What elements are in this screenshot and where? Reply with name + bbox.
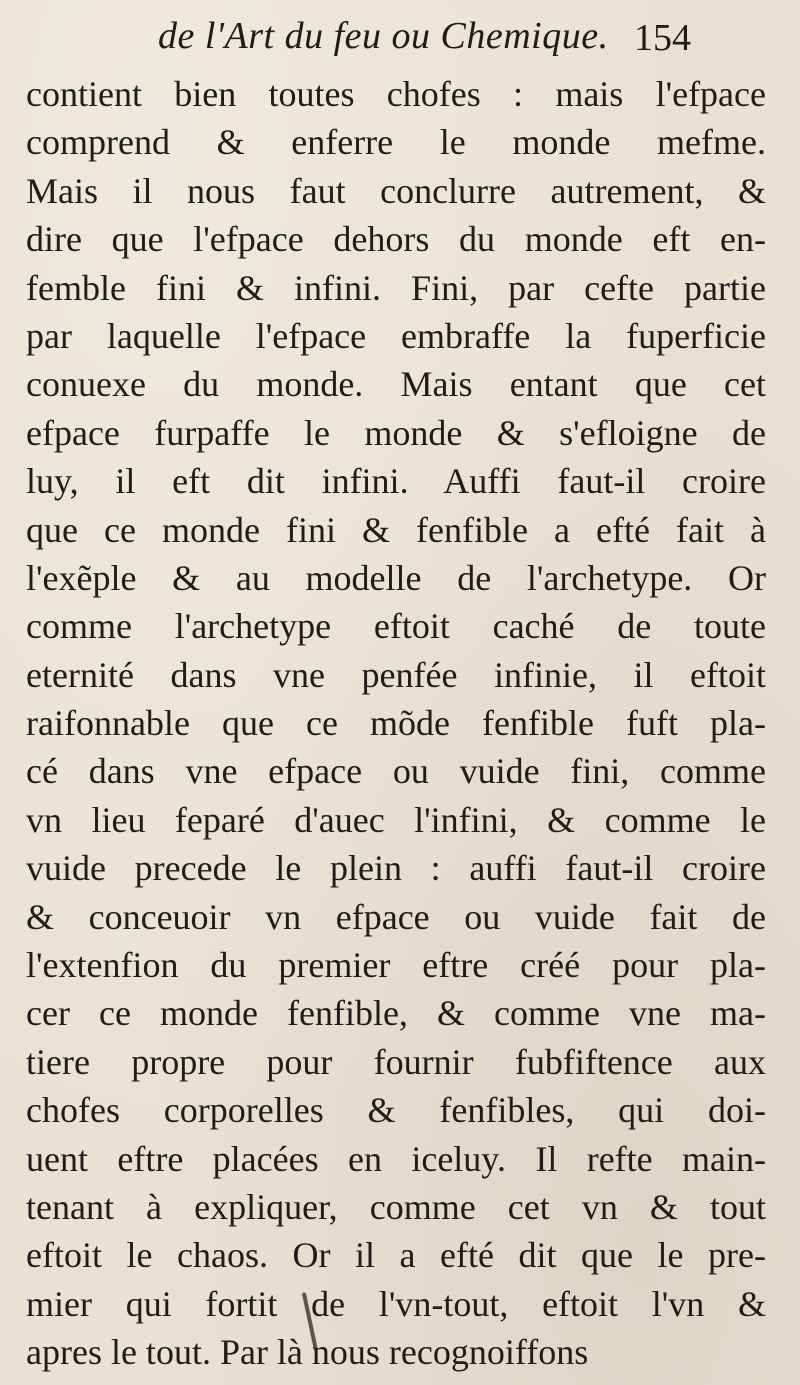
text-line: comprend & enferre le monde mefme. <box>26 122 766 163</box>
text-line: contient bien toutes chofes : mais l'efpace <box>26 74 766 114</box>
text-line: tiere propre pour fournir fubfiftence aux <box>26 1041 766 1082</box>
text-line: comme l'archetype eftoit caché de toute <box>26 606 766 647</box>
text-line: cé dans vne efpace ou vuide fini, comme <box>26 751 766 792</box>
text-line: eternité dans vne penfée infinie, il eftoit <box>26 654 766 695</box>
text-line: conuexe du monde. Mais entant que cet <box>26 364 766 405</box>
text-line: vn lieu feparé d'auec l'infini, & comme le <box>26 799 766 840</box>
text-line: dire que l'efpace dehors du monde eft en- <box>26 219 766 260</box>
text-line: par laquelle l'efpace embraffe la fuperficie <box>26 315 766 356</box>
text-line: l'exẽple & au modelle de l'archetype. Or <box>26 557 766 598</box>
text-line: mier qui fortit de l'vn-tout, eftoit l'vn & <box>26 1283 766 1324</box>
text-line: uent eftre placées en iceluy. Il refte main- <box>26 1138 766 1179</box>
text-line: chofes corporelles & fenfibles, qui doi- <box>26 1090 766 1131</box>
page-number: 154 <box>634 17 691 59</box>
text-line: & conceuoir vn efpace ou vuide fait de <box>26 896 766 937</box>
body-text <box>26 70 766 1377</box>
text-line: vuide precede le plein : auffi faut-il croire <box>26 848 766 889</box>
text-line: raifonnable que ce mõde fenfible fuft pla- <box>26 703 766 744</box>
text-line: efpace furpaffe le monde & s'efloigne de <box>26 412 766 453</box>
text-line: que ce monde fini & fenfible a efté fait à <box>26 509 766 550</box>
text-line: cer ce monde fenfible, & comme vne ma- <box>26 993 766 1034</box>
running-title: de l'Art du feu ou Chemique. <box>158 15 609 57</box>
text-line: l'extenfion du premier eftre créé pour pla- <box>26 945 766 986</box>
text-line: Mais il nous faut conclurre autrement, & <box>26 170 766 211</box>
text-line: luy, il eft dit infini. Auffi faut-il croire <box>26 461 766 502</box>
text-line: femble fini & infini. Fini, par cefte partie <box>26 267 766 308</box>
text-line: apres le tout. Par là nous recognoiffons <box>26 1332 589 1373</box>
running-head <box>0 6 800 66</box>
text-line: tenant à expliquer, comme cet vn & tout <box>26 1186 766 1227</box>
text-line: eftoit le chaos. Or il a efté dit que le pre- <box>26 1235 766 1276</box>
